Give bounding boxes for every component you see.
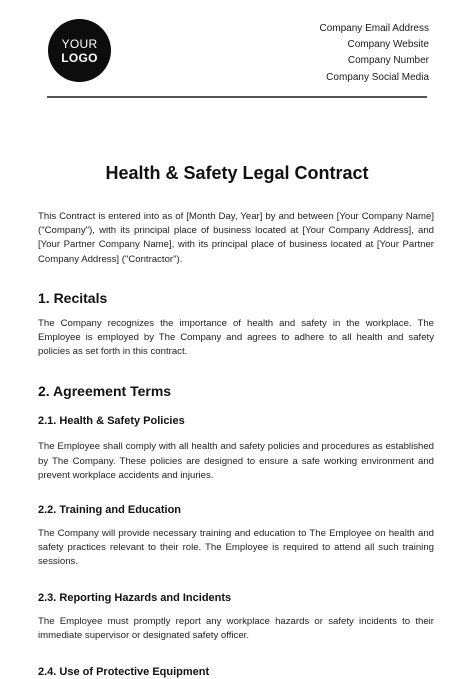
company-social: Company Social Media <box>326 71 429 83</box>
company-website: Company Website <box>347 39 429 51</box>
recitals-heading: 1. Recitals <box>38 289 108 306</box>
section-2-2-heading: 2.2. Training and Education <box>38 504 182 517</box>
logo-text-top: YOUR <box>61 36 98 51</box>
section-2-1-heading: 2.1. Health & Safety Policies <box>38 415 185 428</box>
agreement-terms-heading: 2. Agreement Terms <box>38 383 172 400</box>
document-body <box>38 210 434 679</box>
section-2-1-paragraph: The Employee shall comply with all health and safety policies and procedures as established by The Company. These policies are designed to ensure a safe working environment and prevent workplace accidents and injuries. <box>38 441 434 481</box>
section-2-4-heading: 2.4. Use of Protective Equipment <box>38 666 210 679</box>
logo-text-bottom: LOGO <box>61 50 98 65</box>
company-number: Company Number <box>347 55 429 67</box>
section-2-2-paragraph: The Company will provide necessary training and education to The Employee on health and safety practices relevant to their role. The Employee is required to attend all such training sessions. <box>38 528 434 568</box>
section-2-3-paragraph: The Employee must promptly report any workplace hazards or safety incidents to their immediate supervisor or designated safety officer. <box>38 615 434 641</box>
document-title: Health & Safety Legal Contract <box>105 163 369 183</box>
intro-paragraph: This Contract is entered into as of [Month Day, Year] by and between [Your Company Name] ("Company"), with its principal place of business located at [Your Company Address], and [Your Partner Company Name], with its principal place of business located at [Your Partner Company Address] ("Contractor"). <box>38 211 434 265</box>
company-email: Company Email Address <box>319 23 429 34</box>
company-contact-block <box>320 21 430 86</box>
recitals-paragraph: The Company recognizes the importance of health and safety in the workplace. The Employee is employed by The Company and agrees to adhere to all health and safety policies as set forth in this contract. <box>38 317 434 358</box>
section-2-3-heading: 2.3. Reporting Hazards and Incidents <box>38 591 232 604</box>
header-divider <box>47 96 427 98</box>
company-logo <box>48 19 111 82</box>
